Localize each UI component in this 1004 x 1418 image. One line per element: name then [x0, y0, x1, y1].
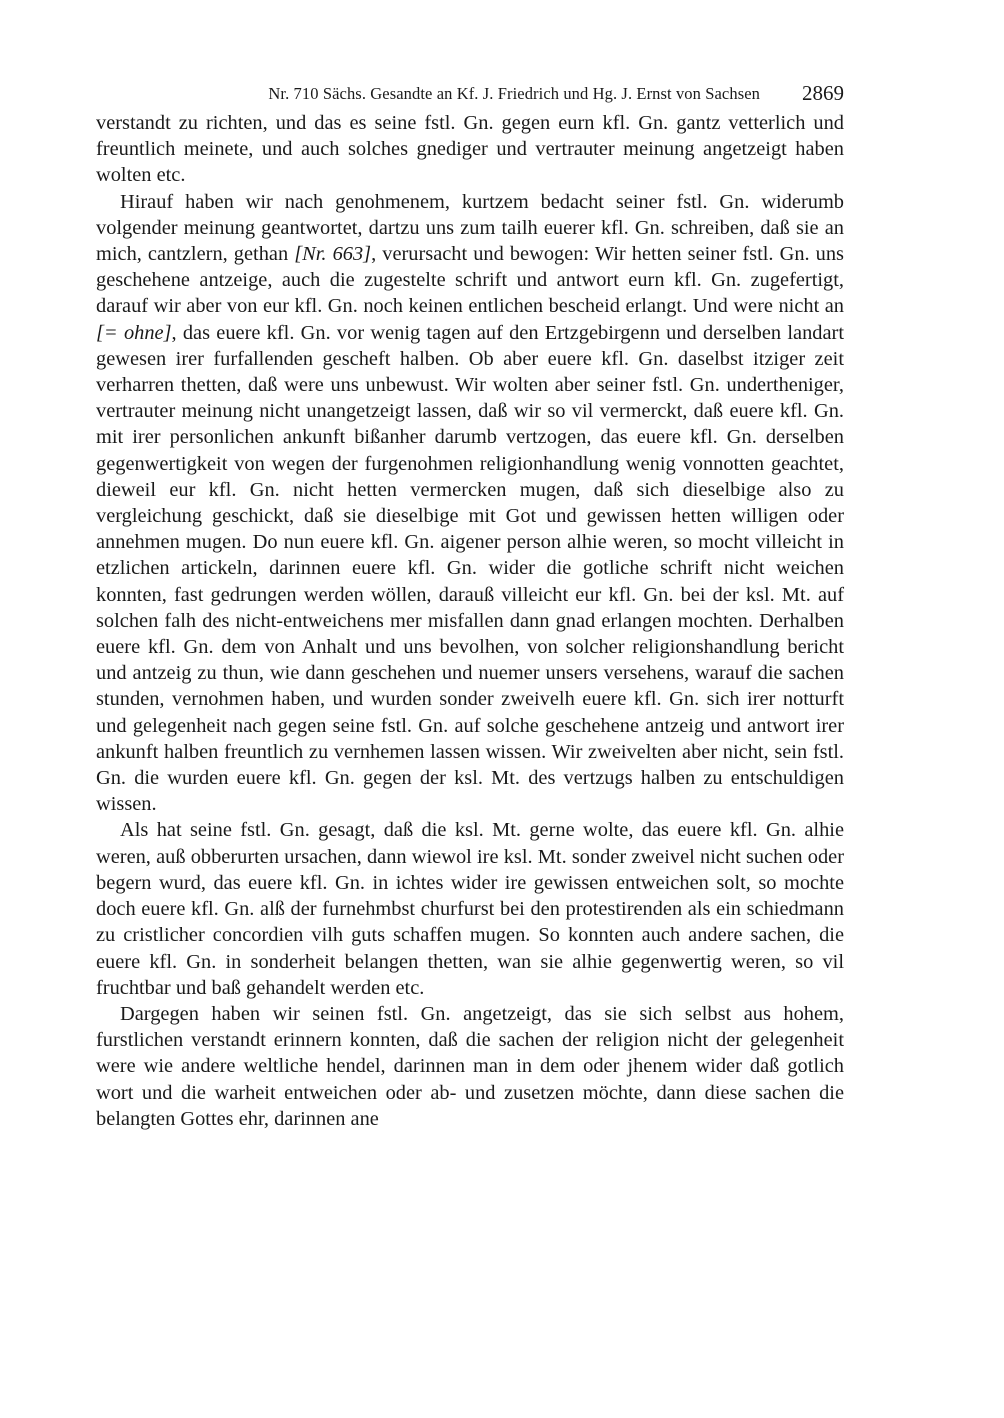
- running-head-title: Nr. 710 Sächs. Gesandte an Kf. J. Friedrich und Hg. J. Ernst von Sachsen: [268, 84, 760, 103]
- page-number: 2869: [802, 81, 844, 105]
- running-head: [96, 80, 844, 110]
- body-text: [96, 110, 844, 1132]
- paragraph-1: [96, 110, 844, 189]
- paragraph-3: [96, 817, 844, 1000]
- paragraph-text: , verursacht und bewogen: Wir hetten seiner fstl. Gn. uns geschehene antzeige, auch die zugestelte schrift und antwort eurn kfl. Gn. zugefertigt, darauf wir aber von eur kfl. Gn. noch keinen entlichen bescheid erlangt. Und were nicht an: [96, 243, 844, 318]
- paragraph-2: [96, 189, 844, 818]
- paragraph-text: Als hat seine fstl. Gn. gesagt, daß die ksl. Mt. gerne wolte, das euere kfl. Gn. alhie weren, auß obberurten ursachen, dann wiewol ire ksl. Mt. sonder zweivel nicht suchen oder begern wurd, das euere kfl. Gn. in ichtes wider ire gewissen entweichen solt, so mochte doch euere kfl. Gn. alß der furnehmbst churfurst bei den protestirenden als ein schiedmann zu cristlicher concordien vilh guts schaffen mugen. So konnten auch andere sachen, die euere kfl. Gn. in sonderheit belangen thetten, wan sie alhie gegenwertig weren, so vil fruchtbar und baß gehandelt werden etc.: [96, 819, 844, 999]
- document-page: [96, 80, 844, 1132]
- paragraph-text: , das euere kfl. Gn. vor wenig tagen auf den Ertzgebirgenn und derselben landart gewesen irer furfallenden gescheft halben. Ob aber euere kfl. Gn. daselbst itziger zeit verharren thetten, daß were uns unbewust. Wir wolten aber seiner fstl. Gn. undertheniger, vertrauter meinung nicht unangetzeigt lassen, daß wir so vil vermerckt, daß euere kfl. Gn. mit irer personlichen ankunft bißanher darumb vertzogen, das euere kfl. Gn. derselben gegenwertigkeit von wegen der furgenohmen religionhandlung wenig vonnotten geachtet, dieweil eur kfl. Gn. nicht hetten vermercken mugen, daß sich dieselbige also zu vergleichung geschickt, daß sie dieselbige mit Got und gewissen hetten willigen oder annehmen mugen. Do nun euere kfl. Gn. aigener person alhie weren, so mocht villeicht in etzlichen artickeln, darinnen euere kfl. Gn. wider die gotliche schrift nicht weichen konnten, fast gedrungen werden wöllen, darauß villeicht eur kfl. Gn. bei der ksl. Mt. auf solchen falh des nicht-entweichens mer misfallen dann gnad erlangen mochten. Derhalben euere kfl. Gn. dem von Anhalt und uns bevolhen, von solcher religionshandlung bericht und antzeig zu thun, wie dann geschehen und nuemer unsers versehens, warauf die sachen stunden, vernohmen haben, und wurden sonder zweivelh euere kfl. Gn. sich irer notturft und gelegenheit nach gegen seine fstl. Gn. auf solche geschehene antzeig und antwort irer ankunft halben freuntlich zu vernhemen lassen wissen. Wir zweivelten aber nicht, sein fstl. Gn. die wurden euere kfl. Gn. gegen der ksl. Mt. des vertzugs halben zu entschuldigen wissen.: [96, 321, 844, 816]
- paragraph-text: verstandt zu richten, und das es seine fstl. Gn. gegen eurn kfl. Gn. gantz vetterlich und freuntlich meinete, und auch solches gnediger und vertrauter meinung angetzeigt haben wolten etc.: [96, 112, 844, 187]
- paragraph-text: Hirauf haben wir nach genohmenem, kurtzem bedacht seiner fstl. Gn. widerumb volgender meinung geantwortet, dartzu uns zum tailh euerer kfl. Gn. schreiben, daß sie an mich, cantzlern, gethan: [96, 190, 844, 266]
- paragraph-4: [96, 1001, 844, 1132]
- editorial-gloss: [= ohne]: [96, 321, 172, 344]
- editorial-reference: [Nr. 663]: [294, 243, 372, 266]
- paragraph-text: Dargegen haben wir seinen fstl. Gn. angetzeigt, das sie sich selbst aus hohem, furstlichen verstandt erinnern konnten, daß die sachen der religion nicht der gelegenheit were wie andere weltliche hendel, darinnen man in dem oder jhenem wider daß gotlich wort und die warheit entweichen oder ab- und zusetzen möchte, dann diese sachen die belangten Gottes ehr, darinnen ane: [96, 1002, 844, 1130]
